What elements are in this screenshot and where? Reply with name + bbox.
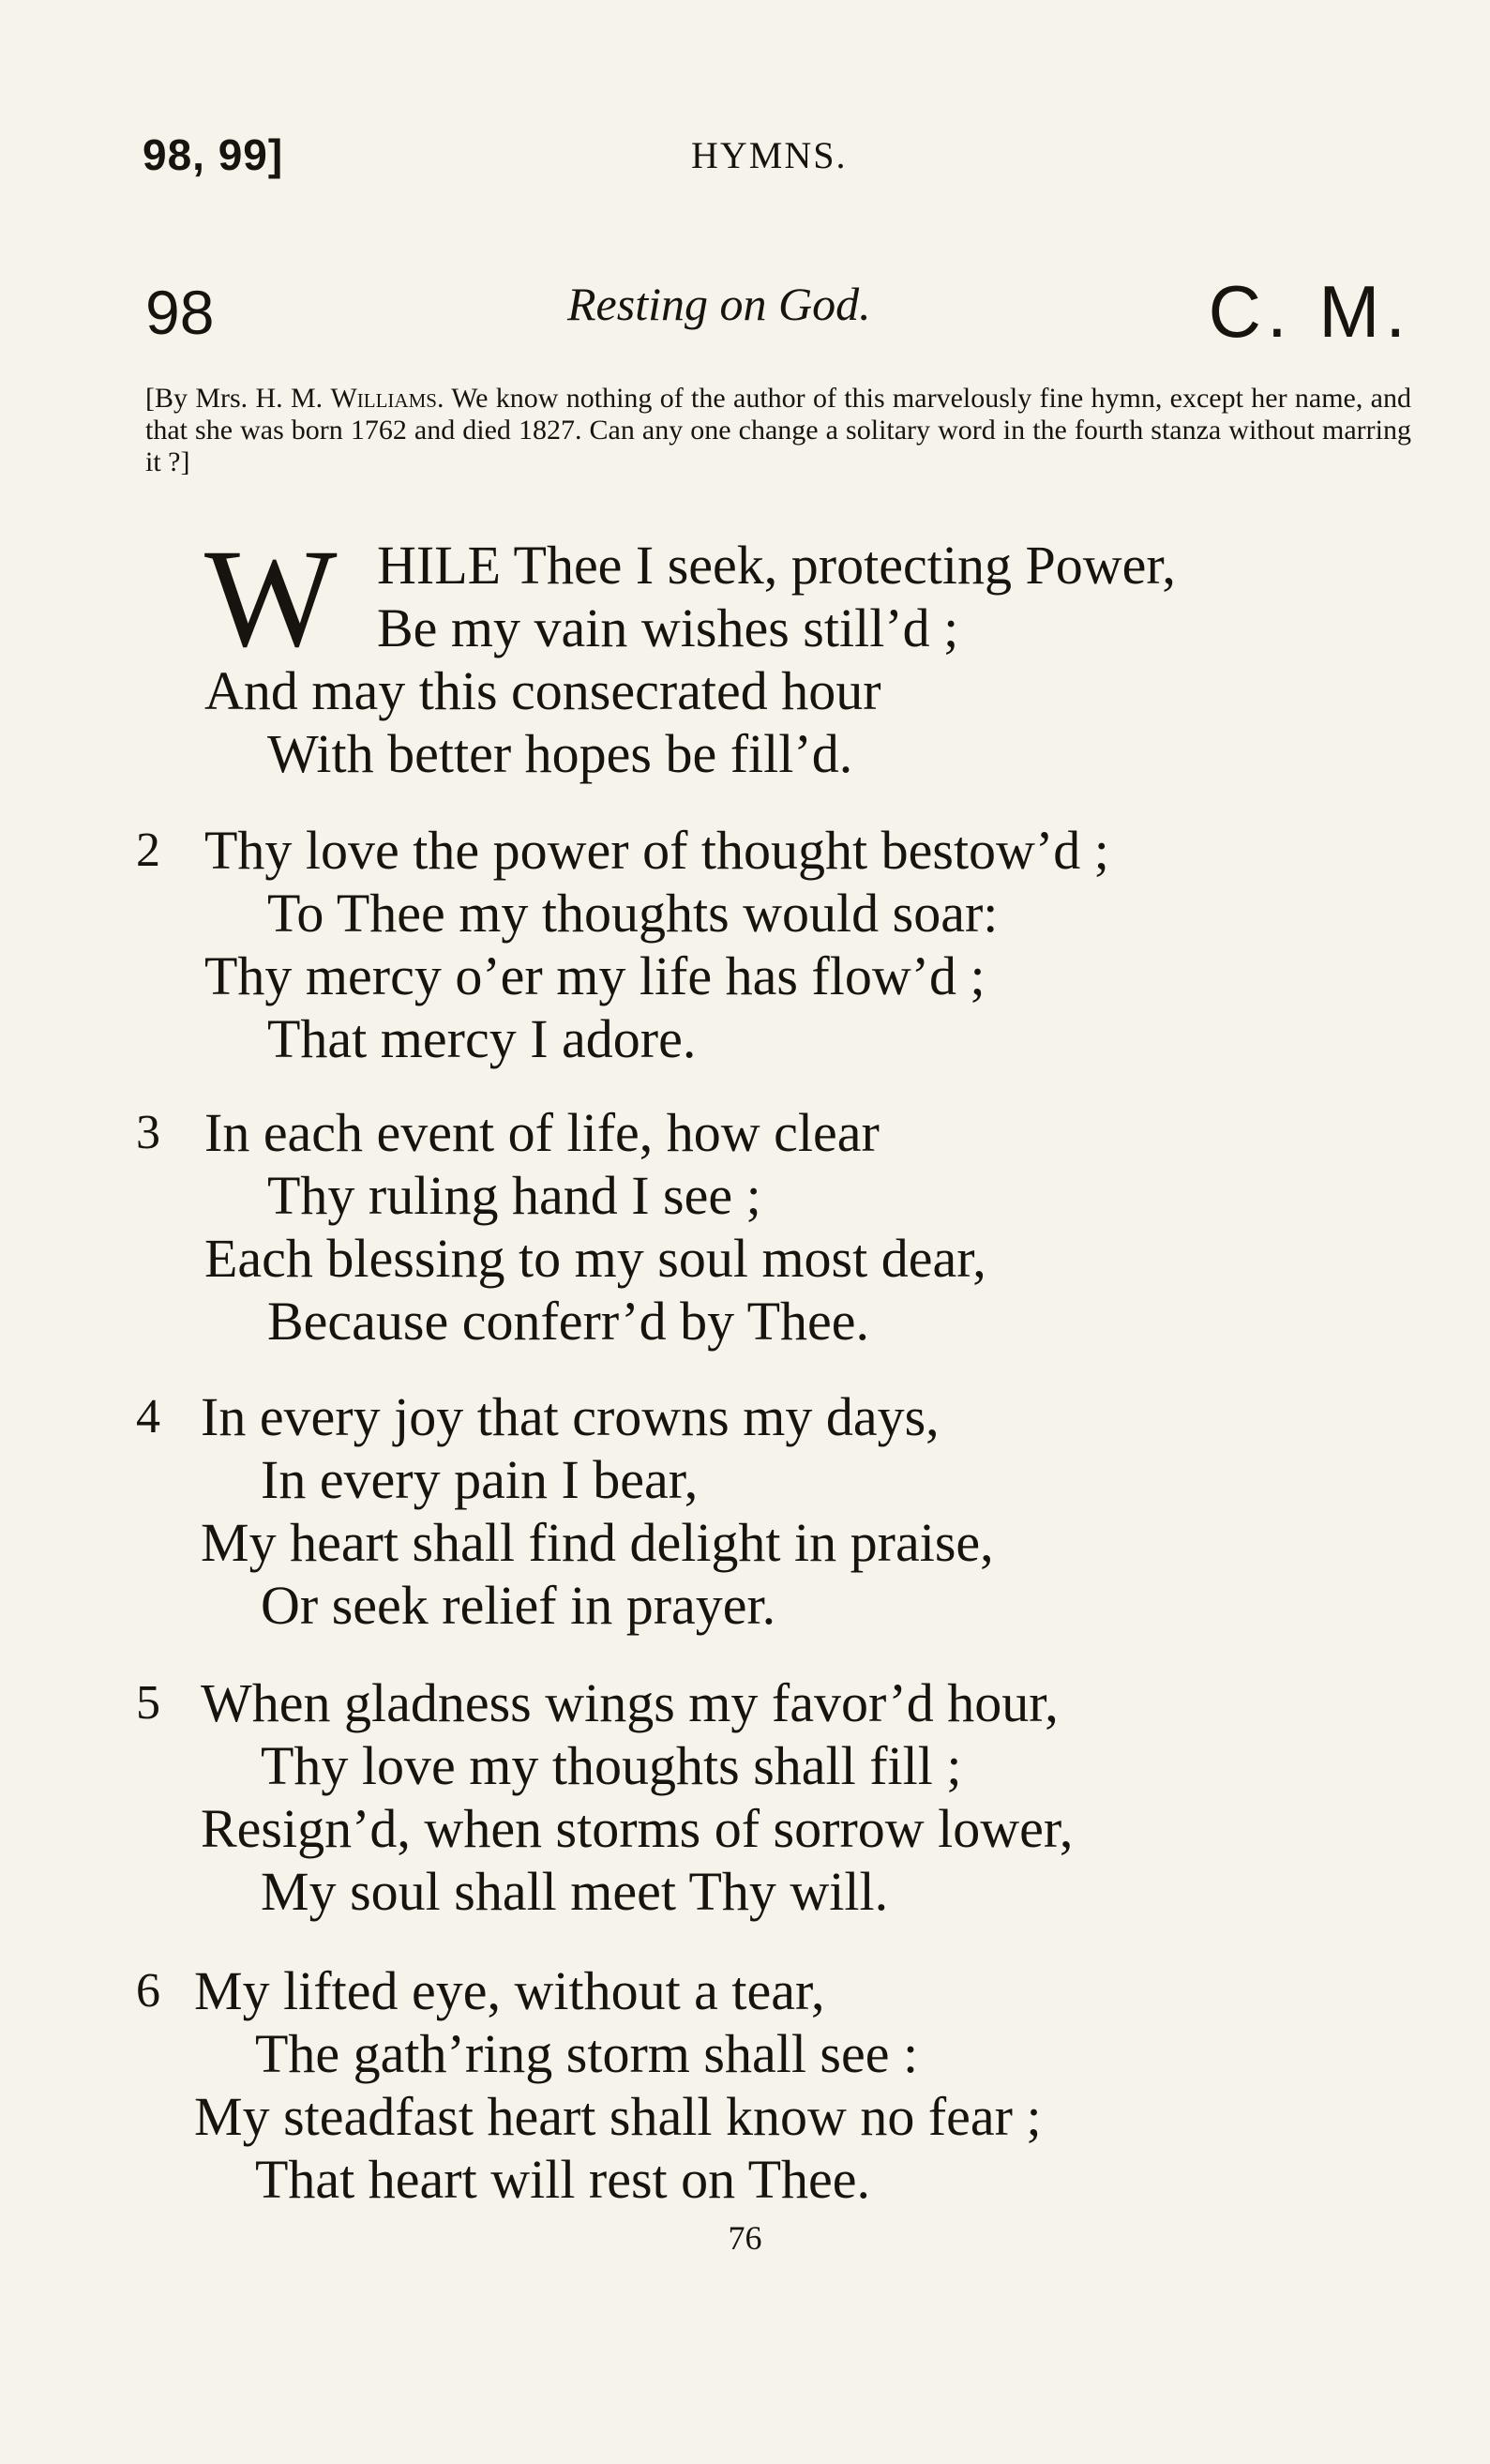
stanza-number: 5 [136, 1676, 160, 1730]
author-note-text: [By Mrs. H. M. [145, 383, 331, 414]
stanza-number: 2 [136, 824, 160, 877]
stanza-line: Thy ruling hand I see ; [267, 1165, 761, 1226]
stanza-line: To Thee my thoughts would soar: [267, 883, 999, 944]
stanza-line: Thy love the power of thought bestow’d ; [204, 820, 1109, 881]
stanza-line: With better hopes be fill’d. [267, 723, 853, 784]
stanza-line: Or seek relief in prayer. [261, 1575, 776, 1636]
stanza-line: The gath’ring storm shall see : [255, 2023, 919, 2084]
hymn-number: 98 [145, 278, 215, 347]
stanza-number: 4 [136, 1390, 160, 1444]
stanza-number: 3 [136, 1106, 160, 1159]
stanza-line: My soul shall meet Thy will. [261, 1861, 889, 1922]
stanza-line: Because conferr’d by Thee. [267, 1291, 869, 1352]
author-note [145, 383, 1411, 478]
stanza-line: Resign’d, when storms of sorrow lower, [201, 1798, 1074, 1859]
section-title: HYMNS. [691, 134, 848, 176]
stanza-line: My lifted eye, without a tear, [194, 1960, 825, 2021]
running-head [143, 129, 1371, 186]
stanza-line: HILE Thee I seek, protecting Power, [377, 535, 1176, 596]
stanza-line: In every joy that crowns my days, [201, 1386, 940, 1447]
stanza-line: That heart will rest on Thee. [255, 2149, 871, 2210]
stanza-line: Thy love my thoughts shall fill ; [261, 1735, 962, 1796]
author-name: Williams [330, 383, 437, 414]
drop-cap: W [204, 521, 338, 676]
hymn-header [145, 270, 1411, 353]
stanza-line: Thy mercy o’er my life has flow’d ; [204, 945, 986, 1006]
hymn-range: 98, 99] [143, 130, 284, 179]
stanza-number: 6 [136, 1964, 160, 2018]
stanza-line: When gladness wings my favor’d hour, [201, 1672, 1059, 1733]
stanza-line: In every pain I bear, [261, 1449, 699, 1510]
page-number: 76 [728, 2219, 762, 2257]
stanza-line: In each event of life, how clear [204, 1102, 880, 1163]
author-note-text: . We know nothing of the author of this marvelously fine hymn, except her name, and that she was born 1762 and died 1827. Can any one change a solitary word in the fourth stanza without marring it ?] [145, 383, 1411, 477]
stanza-line: Be my vain wishes still’d ; [377, 597, 959, 658]
hymn-title: Resting on God. [567, 278, 871, 330]
stanza-line: My steadfast heart shall know no fear ; [194, 2086, 1042, 2147]
stanza-line: Each blessing to my soul most dear, [204, 1228, 986, 1289]
stanza-line: And may this consecrated hour [204, 660, 881, 721]
hymn-meter: C. M. [1208, 270, 1411, 353]
stanza-line: My heart shall find delight in praise, [201, 1512, 994, 1573]
stanza-line: That mercy I adore. [267, 1008, 697, 1069]
